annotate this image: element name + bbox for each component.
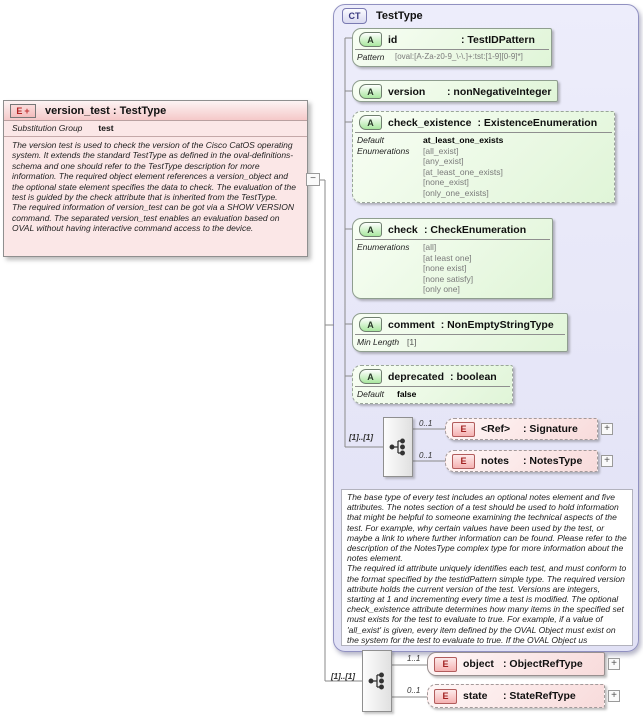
version-test-title-row: [4, 101, 307, 121]
facet-value: [oval:[A-Za-z0-9_\-\.]+:tst:[1-9][0-9]*]: [395, 52, 523, 61]
element-letter: E: [16, 106, 23, 116]
cardinality-label: 0..1: [407, 686, 421, 695]
facet-label: Min Length: [357, 337, 400, 347]
expand-button[interactable]: +: [608, 658, 620, 670]
attribute-type: : boolean: [450, 370, 497, 383]
complex-type-header: [342, 8, 423, 24]
attribute-icon: A: [359, 84, 382, 99]
plus-glyph: +: [24, 106, 30, 116]
expand-button[interactable]: +: [601, 455, 613, 467]
element-type: : Signature: [523, 423, 578, 435]
attribute-name: version: [388, 85, 426, 98]
element-name: object: [463, 658, 494, 670]
element-icon: E: [434, 657, 457, 672]
attribute-icon: A: [359, 369, 382, 384]
testtype-documentation: [341, 489, 633, 646]
cardinality-label: 0..1: [419, 451, 433, 460]
documentation-paragraph: The base type of every test includes an optional notes element and five attributes. The notes section of a test should be used to hold information that might be helpful to someone examining the technical aspects of the test. For example, why certain values have been used by the test, or maybe a link to where further information can be found. Please refer to the description of the NotesType complex type for more information about the notes element.: [347, 492, 627, 564]
facet-label: Enumerations: [357, 145, 410, 156]
sequence-icon: [367, 671, 387, 691]
documentation-paragraph: The required id attribute uniquely identifies each test, and must conform to the format specified by the testidPattern simple type. The required version attribute holds the current version of the test. Versions are integers, starting at 1 and incrementing every time a test is modified. The optional check_existence attribute determines how many items in the specified set must exists for the test to evaluate to true. For example, if a value of 'all_exist' is given, every item defined by the OVAL Object must exist on the system for the test to evaluate to true. If the OVAL Object us: [347, 563, 627, 645]
sequence-compositor[interactable]: [362, 650, 392, 712]
version-test-documentation: [4, 137, 307, 237]
element-name: <Ref>: [481, 423, 511, 435]
element-type: : StateRefType: [503, 690, 576, 702]
element-notes[interactable]: [445, 450, 598, 472]
attribute-check: [352, 218, 553, 299]
element-type: : ObjectRefType: [503, 658, 583, 670]
cardinality-label: 1..1: [407, 654, 421, 663]
element-state[interactable]: [427, 684, 605, 708]
element-version-test-box[interactable]: [3, 100, 308, 257]
attribute-type: : CheckEnumeration: [424, 223, 527, 236]
facet-label: Default: [357, 135, 384, 145]
version-test-title: version_test : TestType: [45, 105, 167, 117]
attribute-icon: A: [359, 32, 382, 47]
element-object[interactable]: [427, 652, 605, 676]
attribute-type: : TestIDPattern: [461, 33, 535, 46]
facet-label: Pattern: [357, 52, 385, 62]
attribute-icon: A: [359, 317, 382, 332]
complex-type-title: TestType: [376, 10, 423, 22]
attribute-deprecated: [352, 365, 513, 404]
sequence-compositor[interactable]: [383, 417, 413, 477]
documentation-paragraph: The required information of version_test can be got via a SHOW VERSION command. The separated version_test enables an evaluation based on OVAL without having interactive command access to the device.: [12, 202, 295, 234]
attribute-version: [352, 80, 558, 102]
cardinality-label: [1]..[1]: [331, 672, 355, 681]
expand-button[interactable]: +: [601, 423, 613, 435]
element-icon: E: [452, 422, 475, 437]
element-icon: E: [452, 454, 475, 469]
cardinality-label: 0..1: [419, 419, 433, 428]
element-signature-ref[interactable]: [445, 418, 598, 440]
attribute-name: id: [388, 33, 398, 46]
attribute-check-existence: [352, 111, 615, 203]
expand-button[interactable]: +: [608, 690, 620, 702]
complex-type-icon: CT: [342, 8, 367, 24]
attribute-name: check_existence: [388, 116, 472, 129]
attribute-id: [352, 28, 552, 67]
element-name: state: [463, 690, 488, 702]
documentation-paragraph: The version test is used to check the version of the Cisco CatOS operating system. It extends the standard TestType as defined in the oval-definitions-schema and one should refer to the TestType description for more information. The required object element references a version_object and the optional state element specifies the data to check. The evaluation of the test is guided by the check attribute that is inherited from the TestType.: [12, 140, 296, 203]
substitution-group-row: [4, 121, 307, 137]
enumeration-values: [all] [at least one] [none exist] [none satisfy] [only one]: [423, 242, 474, 295]
attribute-name: check: [388, 223, 418, 236]
element-extension-icon: [10, 104, 36, 118]
element-type: : NotesType: [523, 455, 583, 467]
attribute-icon: A: [359, 222, 382, 237]
attribute-name: comment: [388, 318, 435, 331]
sequence-icon: [388, 437, 408, 457]
collapse-button[interactable]: −: [306, 173, 320, 186]
attribute-icon: A: [359, 115, 382, 130]
cardinality-label: [1]..[1]: [349, 433, 373, 442]
attribute-type: : ExistenceEnumeration: [477, 116, 598, 129]
facet-value: at_least_one_exists: [423, 135, 504, 145]
attribute-name: deprecated: [388, 370, 445, 383]
attribute-comment: [352, 313, 568, 352]
facet-label: Default: [357, 389, 384, 399]
attribute-type: : nonNegativeInteger: [447, 85, 552, 98]
facet-value: false: [397, 389, 417, 399]
element-icon: E: [434, 689, 457, 704]
enumeration-values: [all_exist] [any_exist] [at_least_one_exists] [none_exist] [only_one_exists]: [423, 145, 503, 198]
substitution-group-label: Substitution Group: [12, 123, 83, 133]
substitution-group-value: test: [98, 123, 114, 133]
attribute-type: : NonEmptyStringType: [440, 318, 554, 331]
facet-value: [1]: [407, 337, 417, 347]
element-name: notes: [481, 455, 510, 467]
facet-label: Enumerations: [357, 242, 410, 252]
